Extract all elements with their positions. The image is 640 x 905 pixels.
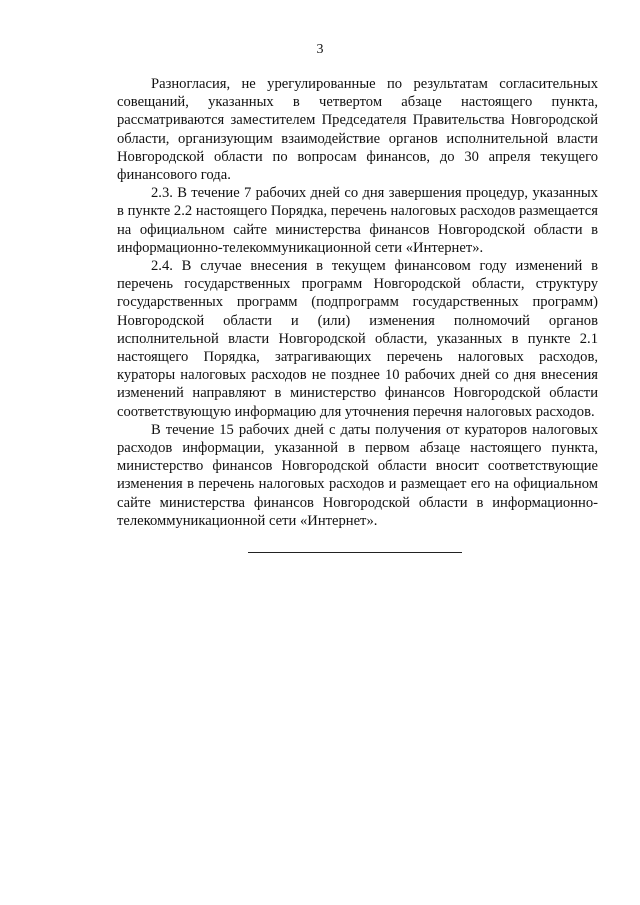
paragraph-2-4: 2.4. В случае внесения в текущем финансовом году изменений в перечень государственных программ Новгородской области, структуру государственных программ (подпрограмм государственных программ) Новгородской области и (или) изменения полномочий органов исполнительной власти Новгородской области, указанных в пункте 2.1 настоящего Порядка, затрагивающих перечень налоговых расходов, кураторы налоговых расходов не позднее 10 рабочих дней со дня внесения изменений направляют в министерство финансов Новгородской области соответствующую информацию для уточнения перечня налоговых расходов. — [117, 258, 598, 420]
paragraph-15-days: В течение 15 рабочих дней с даты получения от кураторов налоговых расходов информации, указанной в первом абзаце настоящего пункта, министерство финансов Новгородской области вносит соответствующие изменения в перечень налоговых расходов и размещает его на официальном сайте министерства финансов Новгородской области в информационно-телекоммуникационной сети «Интернет». — [117, 421, 598, 529]
page-number: 3 — [316, 42, 324, 57]
end-divider-line — [248, 552, 462, 553]
paragraph-disagreements: Разногласия, не урегулированные по результатам согласительных совещаний, указанных в четвертом абзаце настоящего пункта, рассматриваются заместителем Председателя Правительства Новгородской области, организующим взаимодействие органов исполнительной власти Новгородской области по вопросам финансов, до 30 апреля текущего финансового года. — [117, 76, 598, 184]
paragraph-2-3: 2.3. В течение 7 рабочих дней со дня завершения процедур, указанных в пункте 2.2 настоящего Порядка, перечень налоговых расходов размещается на официальном сайте министерства финансов Новгородской области в информационно-телекоммуникационной сети «Интернет». — [117, 185, 598, 256]
document-body — [117, 75, 598, 530]
